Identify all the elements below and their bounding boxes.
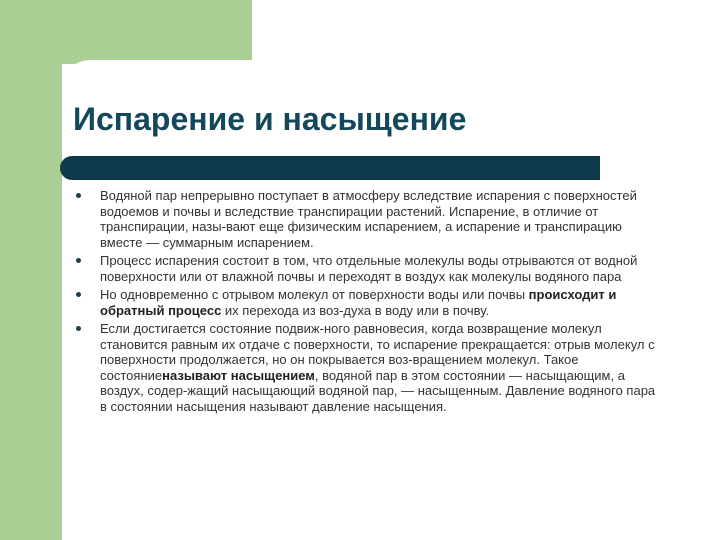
bullet-item bbox=[72, 253, 662, 284]
bullet-text bbox=[100, 321, 655, 414]
bullet-text-part: , водяной пар в этом состоянии — насыщающим, а воздух, содер-жащий насыщающий водяной пар, — насыщенным. Давление водяного пара в состоянии насыщения называют давление насыщения. bbox=[100, 367, 656, 414]
bullet-list bbox=[72, 188, 662, 417]
bullet-text-part: Водяной пар непрерывно поступает в атмосферу вследствие испарения с поверхностей водоемов и почвы и вследствие транспирации растений. Испарение, в отличие от транспирации, назы-вают еще физическим испарением, а испарение и транспирацию вместе — суммарным испарением. bbox=[100, 188, 637, 250]
bullet-text bbox=[100, 188, 637, 250]
bullet-dot-icon bbox=[76, 292, 81, 297]
bullet-text-part: их перехода из воз-духа в воду или в почву. bbox=[221, 302, 490, 318]
bullet-dot-icon bbox=[76, 193, 81, 198]
bullet-text bbox=[100, 287, 616, 318]
bullet-text-emphasis: происходит и обратный процесс bbox=[100, 287, 617, 318]
bullet-text-part: Процесс испарения состоит в том, что отдельные молекулы воды отрываются от водной поверхности или от влажной почвы и переходят в воздух как молекулы водяного пара bbox=[100, 253, 638, 284]
bullet-text-part: Если достигается состояние подвиж-ного равновесия, когда возвращение молекул становится равным их отдаче с поверхности, то испарение прекращается: отрыв молекул с поверхности продолжается, но он покрывается воз-вращением молекул. Такое состояние bbox=[100, 321, 655, 383]
bullet-dot-icon bbox=[76, 258, 81, 263]
bullet-item bbox=[72, 287, 662, 318]
bullet-item bbox=[72, 321, 662, 414]
slide-title: Испарение и насыщение bbox=[73, 101, 467, 137]
title-underline-bar bbox=[60, 156, 600, 180]
bullet-item bbox=[72, 188, 662, 250]
decorative-green-band-left bbox=[0, 0, 62, 540]
bullet-text-emphasis: называют насыщением bbox=[162, 367, 315, 383]
bullet-text bbox=[100, 253, 637, 284]
bullet-text-part: Но одновременно с отрывом молекул от поверхности воды или почвы bbox=[100, 287, 529, 302]
bullet-dot-icon bbox=[76, 326, 81, 331]
decorative-green-band-top bbox=[0, 0, 252, 64]
